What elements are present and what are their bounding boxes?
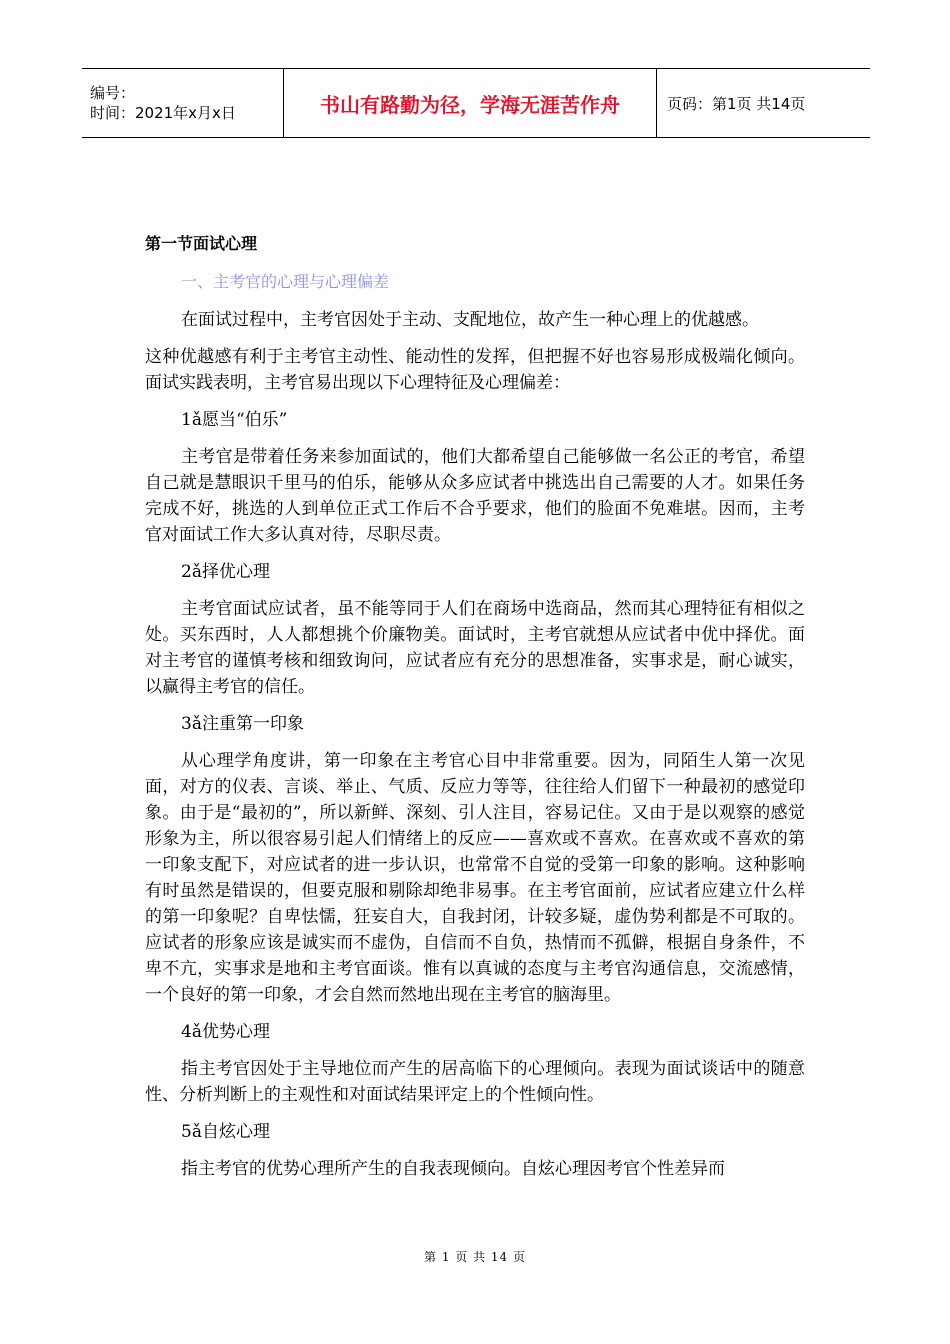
number-label: 编号：	[90, 84, 136, 102]
page-header	[82, 68, 870, 138]
document-body	[145, 230, 805, 1193]
page-footer: 第 1 页 共 14 页	[424, 1250, 526, 1264]
header-motto	[283, 69, 657, 137]
paragraph: 这种优越感有利于主考官主动性、能动性的发挥，但把握不好也容易形成极端化倾向。面试实践表明，主考官易出现以下心理特征及心理偏差：	[145, 347, 805, 393]
motto-text: 书山有路勤为径，学海无涯苦作舟	[320, 92, 620, 117]
page-info-text: 页码：第1页 共14页	[667, 94, 806, 113]
header-page-info	[657, 69, 870, 137]
list-item-heading: 5ǎ自炫心理	[181, 1122, 270, 1142]
list-item-heading: 1ǎ愿当“伯乐”	[181, 410, 288, 430]
section-subheading: 一、主考官的心理与心理偏差	[181, 272, 390, 291]
paragraph: 从心理学角度讲，第一印象在主考官心目中非常重要。因为，同陌生人第一次见面，对方的仪表、言谈、举止、气质、反应力等等，往往给人们留下一种最初的感觉印象。由于是“最初的”，所以新鲜、深刻、引人注目，容易记住。又由于是以观察的感觉形象为主，所以很容易引起人们情绪上的反应——喜欢或不喜欢。在喜欢或不喜欢的第一印象支配下，对应试者的进一步认识，也常常不自觉的受第一印象的影响。这种影响有时虽然是错误的，但要克服和剔除却绝非易事。在主考官面前，应试者应建立什么样的第一印象呢？自卑怯懦，狂妄自大，自我封闭，计较多疑，虚伪势利都是不可取的。应试者的形象应该是诚实而不虚伪，自信而不自负，热情而不孤僻，根据自身条件，不卑不亢，实事求是地和主考官面谈。惟有以真诚的态度与主考官沟通信息，交流感情，一个良好的第一印象，才会自然而然地出现在主考官的脑海里。	[145, 751, 805, 1005]
paragraph: 主考官是带着任务来参加面试的，他们大都希望自己能够做一名公正的考官，希望自己就是慧眼识千里马的伯乐，能够从众多应试者中挑选出自己需要的人才。如果任务完成不好，挑选的人到单位正式工作后不合乎要求，他们的脸面不免难堪。因而，主考官对面试工作大多认真对待，尽职尽责。	[145, 447, 805, 545]
paragraph: 指主考官因处于主导地位而产生的居高临下的心理倾向。表现为面试谈话中的随意性、分析判断上的主观性和对面试结果评定上的个性倾向性。	[145, 1059, 805, 1105]
paragraph: 在面试过程中，主考官因处于主动、支配地位，故产生一种心理上的优越感。	[181, 310, 759, 330]
list-item-heading: 3ǎ注重第一印象	[181, 714, 304, 734]
paragraph: 指主考官的优势心理所产生的自我表现倾向。自炫心理因考官个性差异而	[181, 1159, 725, 1179]
list-item-heading: 2ǎ择优心理	[181, 562, 270, 582]
paragraph: 主考官面试应试者，虽不能等同于人们在商场中选商品，然而其心理特征有相似之处。买东西时，人人都想挑个价廉物美。面试时，主考官就想从应试者中优中择优。面对主考官的谨慎考核和细致询问，应试者应有充分的思想准备，实事求是，耐心诚实，以赢得主考官的信任。	[145, 599, 805, 697]
section-heading: 第一节面试心理	[145, 234, 258, 253]
time-label: 时间：2021年x月x日	[90, 104, 236, 122]
header-meta	[82, 69, 283, 137]
list-item-heading: 4ǎ优势心理	[181, 1022, 270, 1042]
